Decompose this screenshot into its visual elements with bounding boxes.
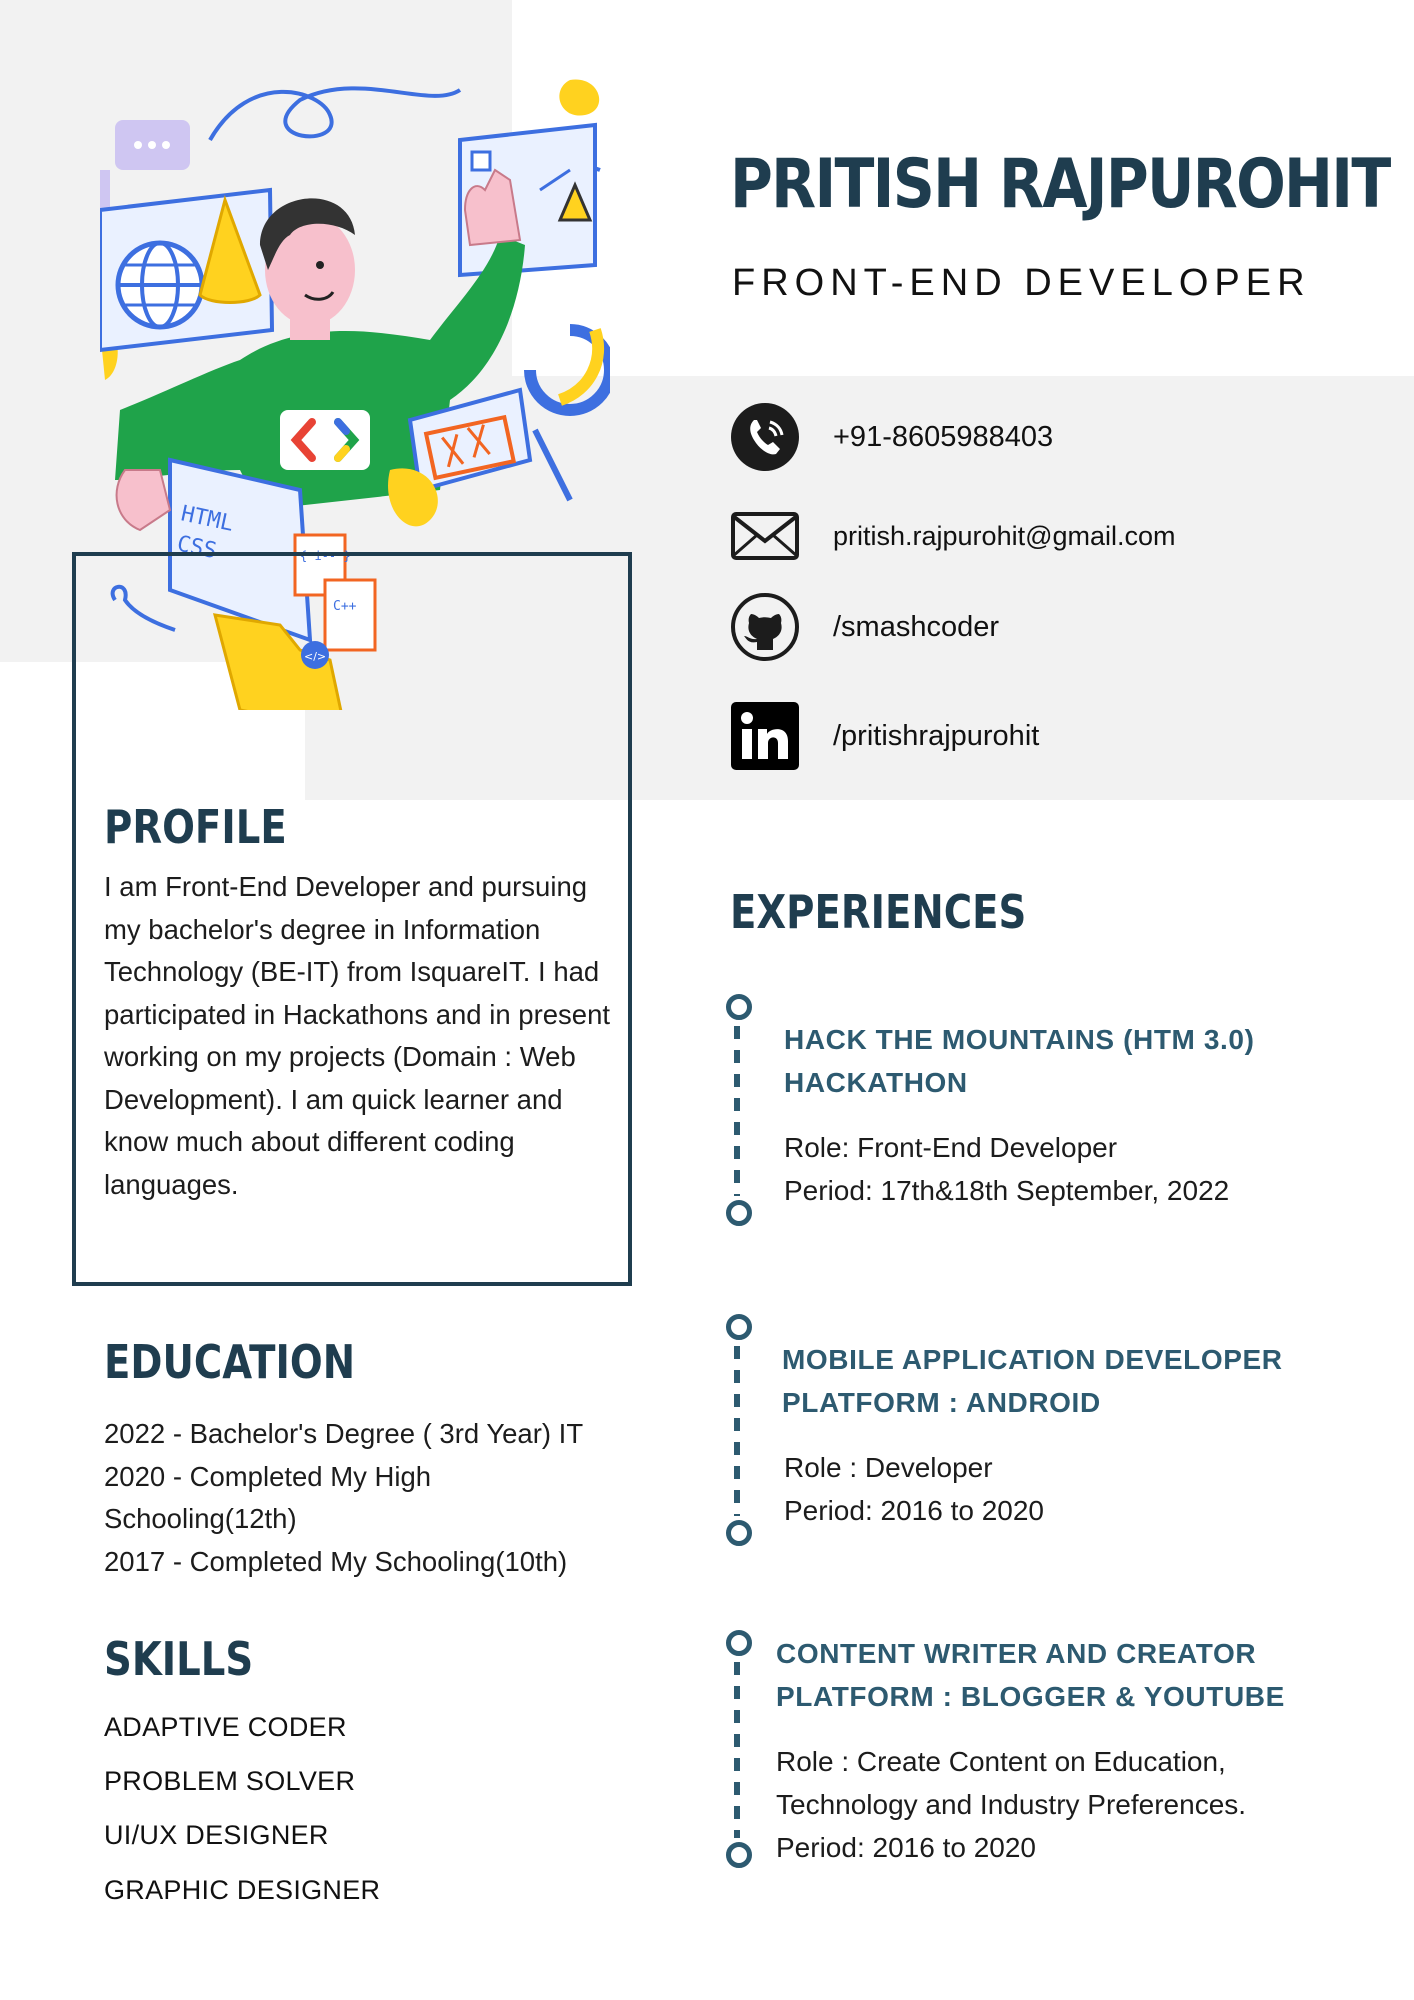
experiences-heading: EXPERIENCES bbox=[730, 885, 1027, 939]
timeline-marker bbox=[722, 994, 752, 1230]
education-list bbox=[104, 1413, 664, 1583]
education-item: 2022 - Bachelor's Degree ( 3rd Year) IT bbox=[104, 1418, 584, 1449]
experience-item bbox=[782, 1338, 1283, 1532]
job-title: FRONT-END DEVELOPER bbox=[732, 262, 1311, 304]
github-handle: /smashcoder bbox=[833, 610, 1000, 643]
svg-text:{ i-- }: { i-- } bbox=[300, 549, 351, 563]
skills-heading: SKILLS bbox=[104, 1632, 254, 1686]
experience-role: Role: Front-End Developer bbox=[784, 1132, 1118, 1163]
pencil-icon bbox=[535, 430, 570, 500]
skill-item: PROBLEM SOLVER bbox=[104, 1766, 356, 1796]
candidate-name: PRITISH RAJPUROHIT bbox=[730, 145, 1390, 224]
experience-period: Period: 2016 to 2020 bbox=[776, 1832, 1036, 1863]
html-label: HTML bbox=[178, 501, 236, 537]
skill-item: ADAPTIVE CODER bbox=[104, 1712, 347, 1742]
phone-number: +91-8605988403 bbox=[833, 420, 1054, 453]
experience-title: HACK THE MOUNTAINS (HTM 3.0) bbox=[784, 1024, 1255, 1055]
experience-role: Role : Create Content on Education, bbox=[776, 1746, 1226, 1777]
phone-icon bbox=[730, 402, 800, 472]
contact-phone[interactable] bbox=[730, 401, 1053, 473]
experience-title: MOBILE APPLICATION DEVELOPER bbox=[782, 1344, 1283, 1375]
education-item: 2017 - Completed My Schooling(10th) bbox=[104, 1545, 568, 1577]
hand bbox=[117, 470, 170, 530]
contact-linkedin[interactable] bbox=[730, 700, 1039, 772]
experience-title: HACKATHON bbox=[784, 1067, 968, 1098]
linkedin-icon bbox=[730, 701, 800, 771]
experience-period: Period: 17th&18th September, 2022 bbox=[784, 1175, 1230, 1206]
profile-heading: PROFILE bbox=[104, 800, 287, 854]
linkedin-handle: /pritishrajpurohit bbox=[833, 719, 1040, 752]
experience-role: Role : Developer bbox=[784, 1452, 993, 1483]
mail-icon bbox=[730, 501, 800, 571]
education-item: 2020 - Completed My High bbox=[104, 1460, 432, 1492]
skill-item: UI/UX DESIGNER bbox=[104, 1820, 329, 1850]
experience-item bbox=[784, 1018, 1255, 1212]
css-label: CSS bbox=[174, 531, 219, 565]
svg-text:C++: C++ bbox=[333, 599, 357, 614]
globe-icon bbox=[118, 243, 202, 327]
education-heading: EDUCATION bbox=[104, 1335, 356, 1389]
experience-detail: Technology and Industry Preferences. bbox=[776, 1789, 1247, 1820]
contact-email[interactable] bbox=[730, 500, 1176, 572]
profile-text: I am Front-End Developer and pursuing my bachelor's degree in Information Technology (BE-IT) from IsquareIT. I had participated in Hackathons and in present working on my projects (Domain : Web Development). I am quick learner and know much about different coding languages. bbox=[104, 871, 611, 1200]
skill-item: GRAPHIC DESIGNER bbox=[104, 1875, 381, 1905]
experience-period: Period: 2016 to 2020 bbox=[784, 1495, 1044, 1526]
github-icon bbox=[730, 592, 800, 662]
timeline-marker bbox=[722, 1314, 752, 1550]
experience-title: CONTENT WRITER AND CREATOR bbox=[776, 1638, 1257, 1669]
timeline-marker bbox=[722, 1630, 752, 1870]
experience-title: PLATFORM : BLOGGER & YOUTUBE bbox=[776, 1681, 1285, 1712]
email-address: pritish.rajpurohit@gmail.com bbox=[833, 520, 1176, 551]
experience-title: PLATFORM : ANDROID bbox=[782, 1387, 1101, 1418]
svg-text:</>: </> bbox=[304, 650, 327, 663]
education-item: Schooling(12th) bbox=[104, 1503, 297, 1534]
squiggle-line bbox=[210, 88, 460, 140]
experience-item bbox=[776, 1632, 1285, 1869]
contact-github[interactable] bbox=[730, 591, 999, 663]
yellow-blob bbox=[559, 80, 599, 116]
